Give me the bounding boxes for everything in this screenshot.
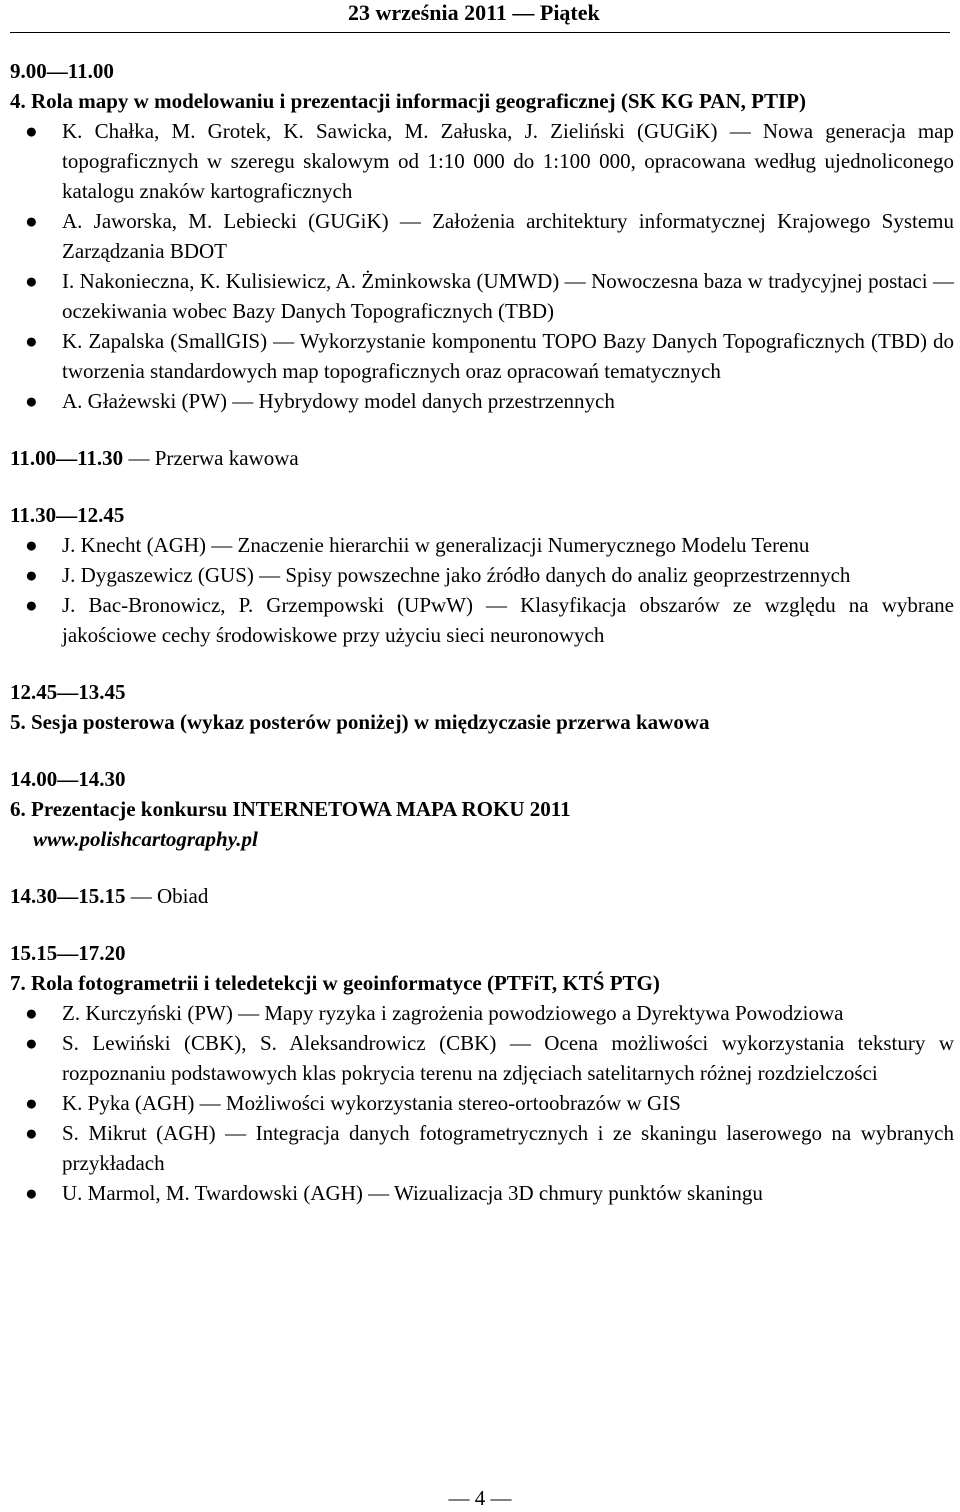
session-block: [10, 677, 954, 737]
talk-text: I. Nakonieczna, K. Kulisiewicz, A. Żminkowska (UMWD) — Nowoczesna baza w tradycyjnej postaci — oczekiwania wobec Bazy Danych Topograficznych (TBD): [62, 269, 954, 323]
talk-text: U. Marmol, M. Twardowski (AGH) — Wizualizacja 3D chmury punktów skaningu: [62, 1181, 763, 1205]
talk-item: [10, 590, 954, 650]
bullet-icon: ●: [25, 269, 38, 293]
talk-text: K. Chałka, M. Grotek, K. Sawicka, M. Załuska, J. Zieliński (GUGiK) — Nowa generacja map topograficznych w szeregu skalowym od 1:10 000 do 1:100 000, opracowana według ujednoliconego katalogu znaków kartograficznych: [62, 119, 954, 203]
talk-item: [10, 1088, 954, 1118]
bullet-icon: ●: [25, 1001, 38, 1025]
bullet-icon: ●: [25, 1031, 38, 1055]
session-time: 15.15—17.20: [10, 941, 126, 965]
talk-text: K. Zapalska (SmallGIS) — Wykorzystanie komponentu TOPO Bazy Danych Topograficznych (TBD) do tworzenia standardowych map topograficznych oraz opracowań tematycznych: [62, 329, 954, 383]
bullet-icon: ●: [25, 389, 38, 413]
bullet-icon: ●: [25, 1121, 38, 1145]
session-title: 5. Sesja posterowa (wykaz posterów poniżej) w międzyczasie przerwa kawowa: [10, 710, 710, 734]
session-block: [10, 56, 954, 416]
talk-item: [10, 1178, 954, 1208]
session-block: [10, 764, 954, 854]
bullet-icon: ●: [25, 1091, 38, 1115]
talk-item: [10, 386, 954, 416]
talk-item: [10, 206, 954, 266]
session-title: 6. Prezentacje konkursu INTERNETOWA MAPA ROKU 2011: [10, 797, 571, 821]
header-rule: [10, 32, 950, 33]
talk-list: [10, 998, 954, 1208]
talk-item: [10, 266, 954, 326]
talk-text: J. Knecht (AGH) — Znaczenie hierarchii w generalizacji Numerycznego Modelu Terenu: [62, 533, 810, 557]
bullet-icon: ●: [25, 209, 38, 233]
talk-item: [10, 326, 954, 386]
bullet-icon: ●: [25, 329, 38, 353]
talk-text: J. Dygaszewicz (GUS) — Spisy powszechne jako źródło danych do analiz geoprzestrzennych: [62, 563, 851, 587]
session-title: 4. Rola mapy w modelowaniu i prezentacji informacji geograficznej (SK KG PAN, PTIP): [10, 89, 806, 113]
website-link[interactable]: www.polishcartography.pl: [33, 827, 258, 851]
break-block: [10, 881, 954, 911]
talk-text: A. Głażewski (PW) — Hybrydowy model danych przestrzennych: [62, 389, 615, 413]
bullet-icon: ●: [25, 533, 38, 557]
session-block: [10, 500, 954, 650]
session-time: 11.30—12.45: [10, 503, 125, 527]
session-time: 11.00—11.30: [10, 446, 124, 470]
talk-item: [10, 530, 954, 560]
talk-item: [10, 1118, 954, 1178]
talk-item: [10, 560, 954, 590]
talk-item: [10, 1028, 954, 1088]
talk-item: [10, 116, 954, 206]
session-title: 7. Rola fotogrametrii i teledetekcji w geoinformatyce (PTFiT, KTŚ PTG): [10, 971, 660, 995]
talk-text: K. Pyka (AGH) — Możliwości wykorzystania stereo-ortoobrazów w GIS: [62, 1091, 681, 1115]
session-time: 14.30—15.15: [10, 884, 126, 908]
page-number: — 4 —: [448, 1486, 512, 1510]
page-header-date: 23 września 2011 — Piątek: [348, 0, 600, 25]
session-time: 9.00—11.00: [10, 59, 114, 83]
talk-text: J. Bac-Bronowicz, P. Grzempowski (UPwW) — Klasyfikacja obszarów ze względu na wybrane jakościowe cechy środowiskowe przy użyciu sieci neuronowych: [62, 593, 954, 647]
break-label: — Obiad: [130, 884, 209, 908]
session-block: [10, 938, 954, 1208]
talk-text: S. Mikrut (AGH) — Integracja danych fotogrametrycznych i ze skaningu laserowego na wybranych przykładach: [62, 1121, 954, 1175]
bullet-icon: ●: [25, 1181, 38, 1205]
session-time: 14.00—14.30: [10, 767, 126, 791]
talk-item: [10, 998, 954, 1028]
talk-text: A. Jaworska, M. Lebiecki (GUGiK) — Założenia architektury informatycznej Krajowego Systemu Zarządzania BDOT: [62, 209, 954, 263]
bullet-icon: ●: [25, 593, 38, 617]
talk-list: [10, 116, 954, 416]
session-time: 12.45—13.45: [10, 680, 126, 704]
break-label: — Przerwa kawowa: [128, 446, 299, 470]
schedule: [10, 56, 954, 1235]
bullet-icon: ●: [25, 119, 38, 143]
bullet-icon: ●: [25, 563, 38, 587]
talk-text: S. Lewiński (CBK), S. Aleksandrowicz (CBK) — Ocena możliwości wykorzystania tekstury w rozpoznaniu podstawowych klas pokrycia terenu na zdjęciach satelitarnych różnej rozdzielczości: [62, 1031, 954, 1085]
talk-text: Z. Kurczyński (PW) — Mapy ryzyka i zagrożenia powodziowego a Dyrektywa Powodziowa: [62, 1001, 844, 1025]
talk-list: [10, 530, 954, 650]
break-block: [10, 443, 954, 473]
